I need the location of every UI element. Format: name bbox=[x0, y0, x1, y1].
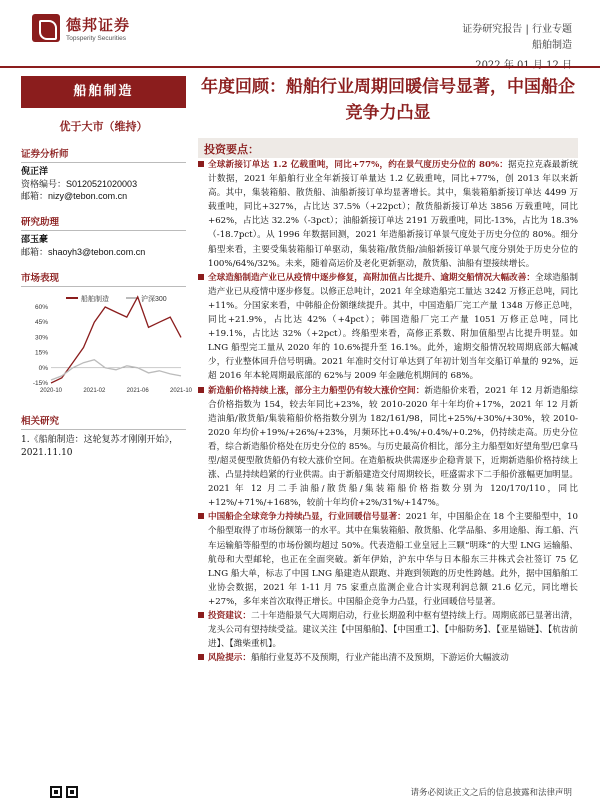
report-header bbox=[0, 0, 600, 66]
paragraph-heading: 风险提示： bbox=[208, 653, 251, 664]
x-tick-label: 2021-02 bbox=[83, 388, 106, 394]
x-tick-label: 2021-10 bbox=[169, 388, 193, 394]
report-type: 证券研究报告 | 行业专题 bbox=[462, 24, 572, 35]
related-item[interactable]: 1.《船舶制造：这轮复苏才刚刚开始》，2021.11.10 bbox=[21, 435, 179, 458]
report-title: 年度回顾：船舶行业周期回暖信号显著，中国船企竞争力凸显 bbox=[201, 77, 575, 123]
related-section-title: 相关研究 bbox=[21, 413, 186, 430]
market-section-title: 市场表现 bbox=[21, 270, 186, 287]
related-list bbox=[21, 434, 186, 460]
qr-code-icon bbox=[50, 786, 62, 798]
header-divider bbox=[0, 66, 600, 68]
series-line bbox=[51, 360, 181, 380]
market-chart bbox=[21, 291, 193, 401]
paragraph-body: 全球造船制造产业已从疫情中逐步修复。以修正总吨计，2021 年全球造船完工量达 3242 万修正总吨，同比+11%。分国家来看，中韩船企份额继续提升。其中，中国造船厂完工产量 1348 万修正总吨，同比+21.9%，占比达 42%（+4pct）；韩国造船厂完工产量 1051 万修正总吨，同比+19.1%，占比达 32%（+2pct）。终船型来看，高修正系数、附加值船型占比提升明显。如 LNG 船型完工量从 2020 年的 10.6%提升至 16.1%。此外，逾期交船情况较周期底部大幅减少，行业整体回升信号明确。2021 年准时交付订单达到了年初计划当年交船订单量的 92%，远超 2016 年本轮周期最底部的 62%与 2009 年金融危机期间的 68%。 bbox=[208, 272, 578, 382]
summary-title: 投资要点： bbox=[198, 138, 578, 158]
y-tick-label: 60% bbox=[34, 304, 48, 311]
assistant-name: 邵玉豪 bbox=[21, 235, 49, 245]
bullet-icon bbox=[198, 274, 204, 280]
y-tick-label: 30% bbox=[34, 334, 48, 342]
y-tick-label: 45% bbox=[34, 319, 48, 327]
qr-code-icon bbox=[66, 786, 78, 798]
y-tick-label: -15% bbox=[32, 380, 48, 387]
summary-paragraph bbox=[198, 384, 578, 511]
paragraph-heading: 中国船企全球竞争力持续凸显，行业回暖信号显著： bbox=[208, 512, 406, 523]
legend-label: 船舶制造 bbox=[81, 296, 109, 303]
y-tick-label: 0% bbox=[38, 364, 48, 372]
paragraph-heading: 投资建议： bbox=[208, 611, 252, 621]
assistant-email[interactable]: 邮箱：shaoyh3@tebon.com.cn bbox=[21, 247, 146, 257]
sidebar bbox=[21, 76, 193, 460]
x-tick-label: 2020-10 bbox=[39, 388, 63, 394]
report-industry: 船舶制造 bbox=[532, 40, 572, 51]
analyst-info bbox=[21, 166, 186, 202]
analyst-email[interactable]: 邮箱：nizy@tebon.com.cn bbox=[21, 191, 128, 201]
paragraph-body: 2021 年，中国船企在 18 个主要船型中，10 个船型取得了市场份额第一的水平。其中在集装箱船、散货船、化学品船、多用途船、海工船、汽车运输船等船型的市场份额均超过 50%。代表造船工业皇冠上三颗“明珠”的大型 LNG 运输船、航母和大型邮轮，也正在全面突破。新年伊始，沪东中华与日本船东三井株式会社签订 75 亿 LNG 船大单，标志了中国 LNG 船建造从跟跑、并跑到领跑的历史性跨越。此外，据中国船舶工业协会数据，2021 年 1-11 月 75 家重点监测企业合计实现利润总额 21.6 亿元，同比增长+27%，多年来首次取得正增长。中国船企竞争力凸显，行业回暖信号显著。 bbox=[208, 512, 578, 607]
paragraph-body: 二十年造船景气大周期启动，行业长期盈利中枢有望持续上行。周期底部已显著出清，龙头公司有望持续受益。建议关注【中国船舶】、【中国重工】、【中船防务】、【亚星锚链】、【杭齿前进】、【潍柴重机】。 bbox=[208, 611, 578, 650]
summary-paragraph bbox=[198, 651, 578, 665]
y-tick-label: 15% bbox=[34, 349, 48, 357]
analyst-cert: 资格编号：S0120521020003 bbox=[21, 179, 138, 189]
analyst-name: 倪正洋 bbox=[21, 167, 49, 177]
summary-paragraph bbox=[198, 158, 578, 271]
paragraph-heading: 全球新接订单达 1.2 亿载重吨，同比+77%，约在景气度历史分位的 80%： bbox=[208, 160, 509, 170]
footer bbox=[0, 784, 600, 800]
market-chart-svg bbox=[21, 291, 193, 401]
legend-label: 沪深300 bbox=[141, 296, 167, 303]
report-date bbox=[475, 56, 572, 71]
paragraph-body: 新造船价来看，2021 年 12 月新造船综合价格指数为 154，较去年同比+23%，较 2010-2020 年十年均价+17%，2021 年 12 月新造油船/散货船/集装箱船价格指数分别为 182/161/98，同比+25%/+30%/+30%，较 2010-2020 年均价+19%/+26%/+23%，月频环比+0.4%/+0.4%/+0.2%，仍持续走高。历史分位看，综合新造船价格处在历史分位的 85%。与历史最高价相比，部分主力船型如好望角型/巴拿马型/超灵便型散货船仍有较大涨价空间。在造船板块供需逐步企稳背景下，近期新造船价格持续上涨、凸显持续趋紧的行业供需。由于新船建造交付周期较长，旺盛需求下二手船价涨幅更加明显。2021 年 12 月二手油船/散货船/集装箱船价格指数分别为 120/170/110，同比+12%/+71%/+168%，较前十年均价+2%/31%/+147%。 bbox=[208, 385, 578, 509]
summary-paragraphs bbox=[198, 158, 578, 665]
bullet-icon bbox=[198, 612, 204, 618]
analyst-section-title: 证券分析师 bbox=[21, 146, 186, 163]
x-tick-label: 2021-06 bbox=[126, 388, 149, 394]
assistant-info bbox=[21, 234, 186, 258]
logo-text-en: Topsperity Securities bbox=[66, 35, 126, 42]
disclaimer: 请务必阅读正文之后的信息披露和法律声明 bbox=[410, 788, 572, 798]
summary-paragraph bbox=[198, 271, 578, 384]
summary-paragraph bbox=[198, 609, 578, 651]
bullet-icon bbox=[198, 654, 204, 660]
paragraph-body: 船舶行业复苏不及预期，行业产能出清不及预期，下游运价大幅波动 bbox=[250, 653, 509, 664]
bullet-icon bbox=[198, 513, 204, 519]
industry-label: 船舶制造 bbox=[21, 76, 186, 108]
summary-paragraph bbox=[198, 510, 578, 609]
logo-text-cn: 德邦证券 bbox=[66, 16, 131, 34]
bullet-icon bbox=[198, 161, 204, 167]
rating: 优于大市（维持） bbox=[59, 120, 148, 133]
bullet-icon bbox=[198, 387, 204, 393]
paragraph-body: 据克拉克森最新统计数据，2021 年船舶行业全年新接订单量达 1.2 亿载重吨，同比+77%，创 2013 年以来新高。其中，集装箱船、散货船、油船新接订单均显著增长。其中，集装箱船新接订单达 4499 万载重吨，同比+327%，占比达 37.5%（+22pct）；散货船新接订单达 3856 万载重吨，同比+62%，占比达 32.2%（-3pct）；油船新接订单达 2191 万载重吨，同比-13%，占比为 18.3%（-18.7pct）。从 1996 年数据回测，2021 年造船新接订单景气度处于历史分位的 80%。细分船型来看，主要受集装箱船订单驱动，集装箱/散货船/油船新接订单景气度分别处于历史分位的 100%/64%/32%。未来，随着高运价及老化更新驱动，散货船、油船有望接续增长。 bbox=[208, 160, 578, 269]
paragraph-heading: 全球造船制造产业已从疫情中逐步修复，高附加值占比提升、逾期交船情况大幅改善： bbox=[208, 272, 535, 283]
main-content bbox=[198, 74, 578, 665]
logo-icon bbox=[32, 14, 60, 42]
company-logo bbox=[32, 14, 172, 46]
paragraph-heading: 新造船价格持续上涨，部分主力船型仍有较大涨价空间： bbox=[208, 385, 425, 396]
assistant-section-title: 研究助理 bbox=[21, 214, 186, 231]
